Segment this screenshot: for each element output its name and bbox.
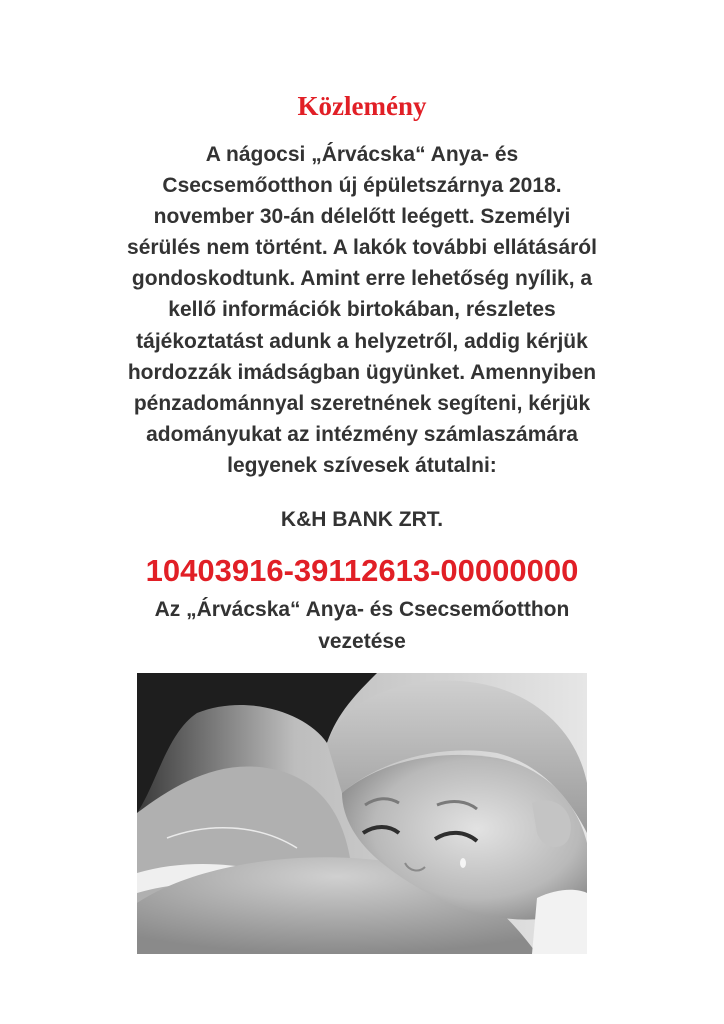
account-number: 10403916-39112613-00000000 bbox=[145, 553, 579, 588]
body-line: november 30-án délelőtt leégett. Személyi bbox=[153, 205, 571, 229]
bank-name: K&H BANK ZRT. bbox=[280, 508, 444, 531]
body-line: A nágocsi „Árvácska“ Anya- és bbox=[205, 143, 519, 166]
signature-line: Az „Árvácska“ Anya- és Csecsemőotthon bbox=[154, 598, 570, 621]
body-line: Csecsemőotthon új épületszárnya 2018. bbox=[162, 174, 562, 198]
signature bbox=[0, 594, 724, 658]
body-line: hordozzák imádságban ügyünket. Amennyiben bbox=[127, 360, 597, 384]
signature-line: vezetése bbox=[318, 630, 406, 653]
body-line: kellő információk birtokában, részletes bbox=[168, 298, 556, 322]
body-line: sérülés nem történt. A lakók további ellátásáról bbox=[127, 236, 597, 260]
notice-title: Közlemény bbox=[297, 91, 427, 121]
body-line: pénzadománnyal szeretnének segíteni, kérjük bbox=[133, 391, 591, 415]
mother-and-crying-child-photo bbox=[137, 673, 587, 954]
body-line: gondoskodtunk. Amint erre lehetőség nyílik, a bbox=[131, 267, 593, 291]
notice-body bbox=[60, 139, 664, 481]
body-line: legyenek szívesek átutalni: bbox=[227, 453, 497, 477]
body-line: adományukat az intézmény számlaszámára bbox=[146, 422, 578, 446]
body-line: tájékoztatást adunk a helyzetről, addig kérjük bbox=[136, 329, 588, 353]
